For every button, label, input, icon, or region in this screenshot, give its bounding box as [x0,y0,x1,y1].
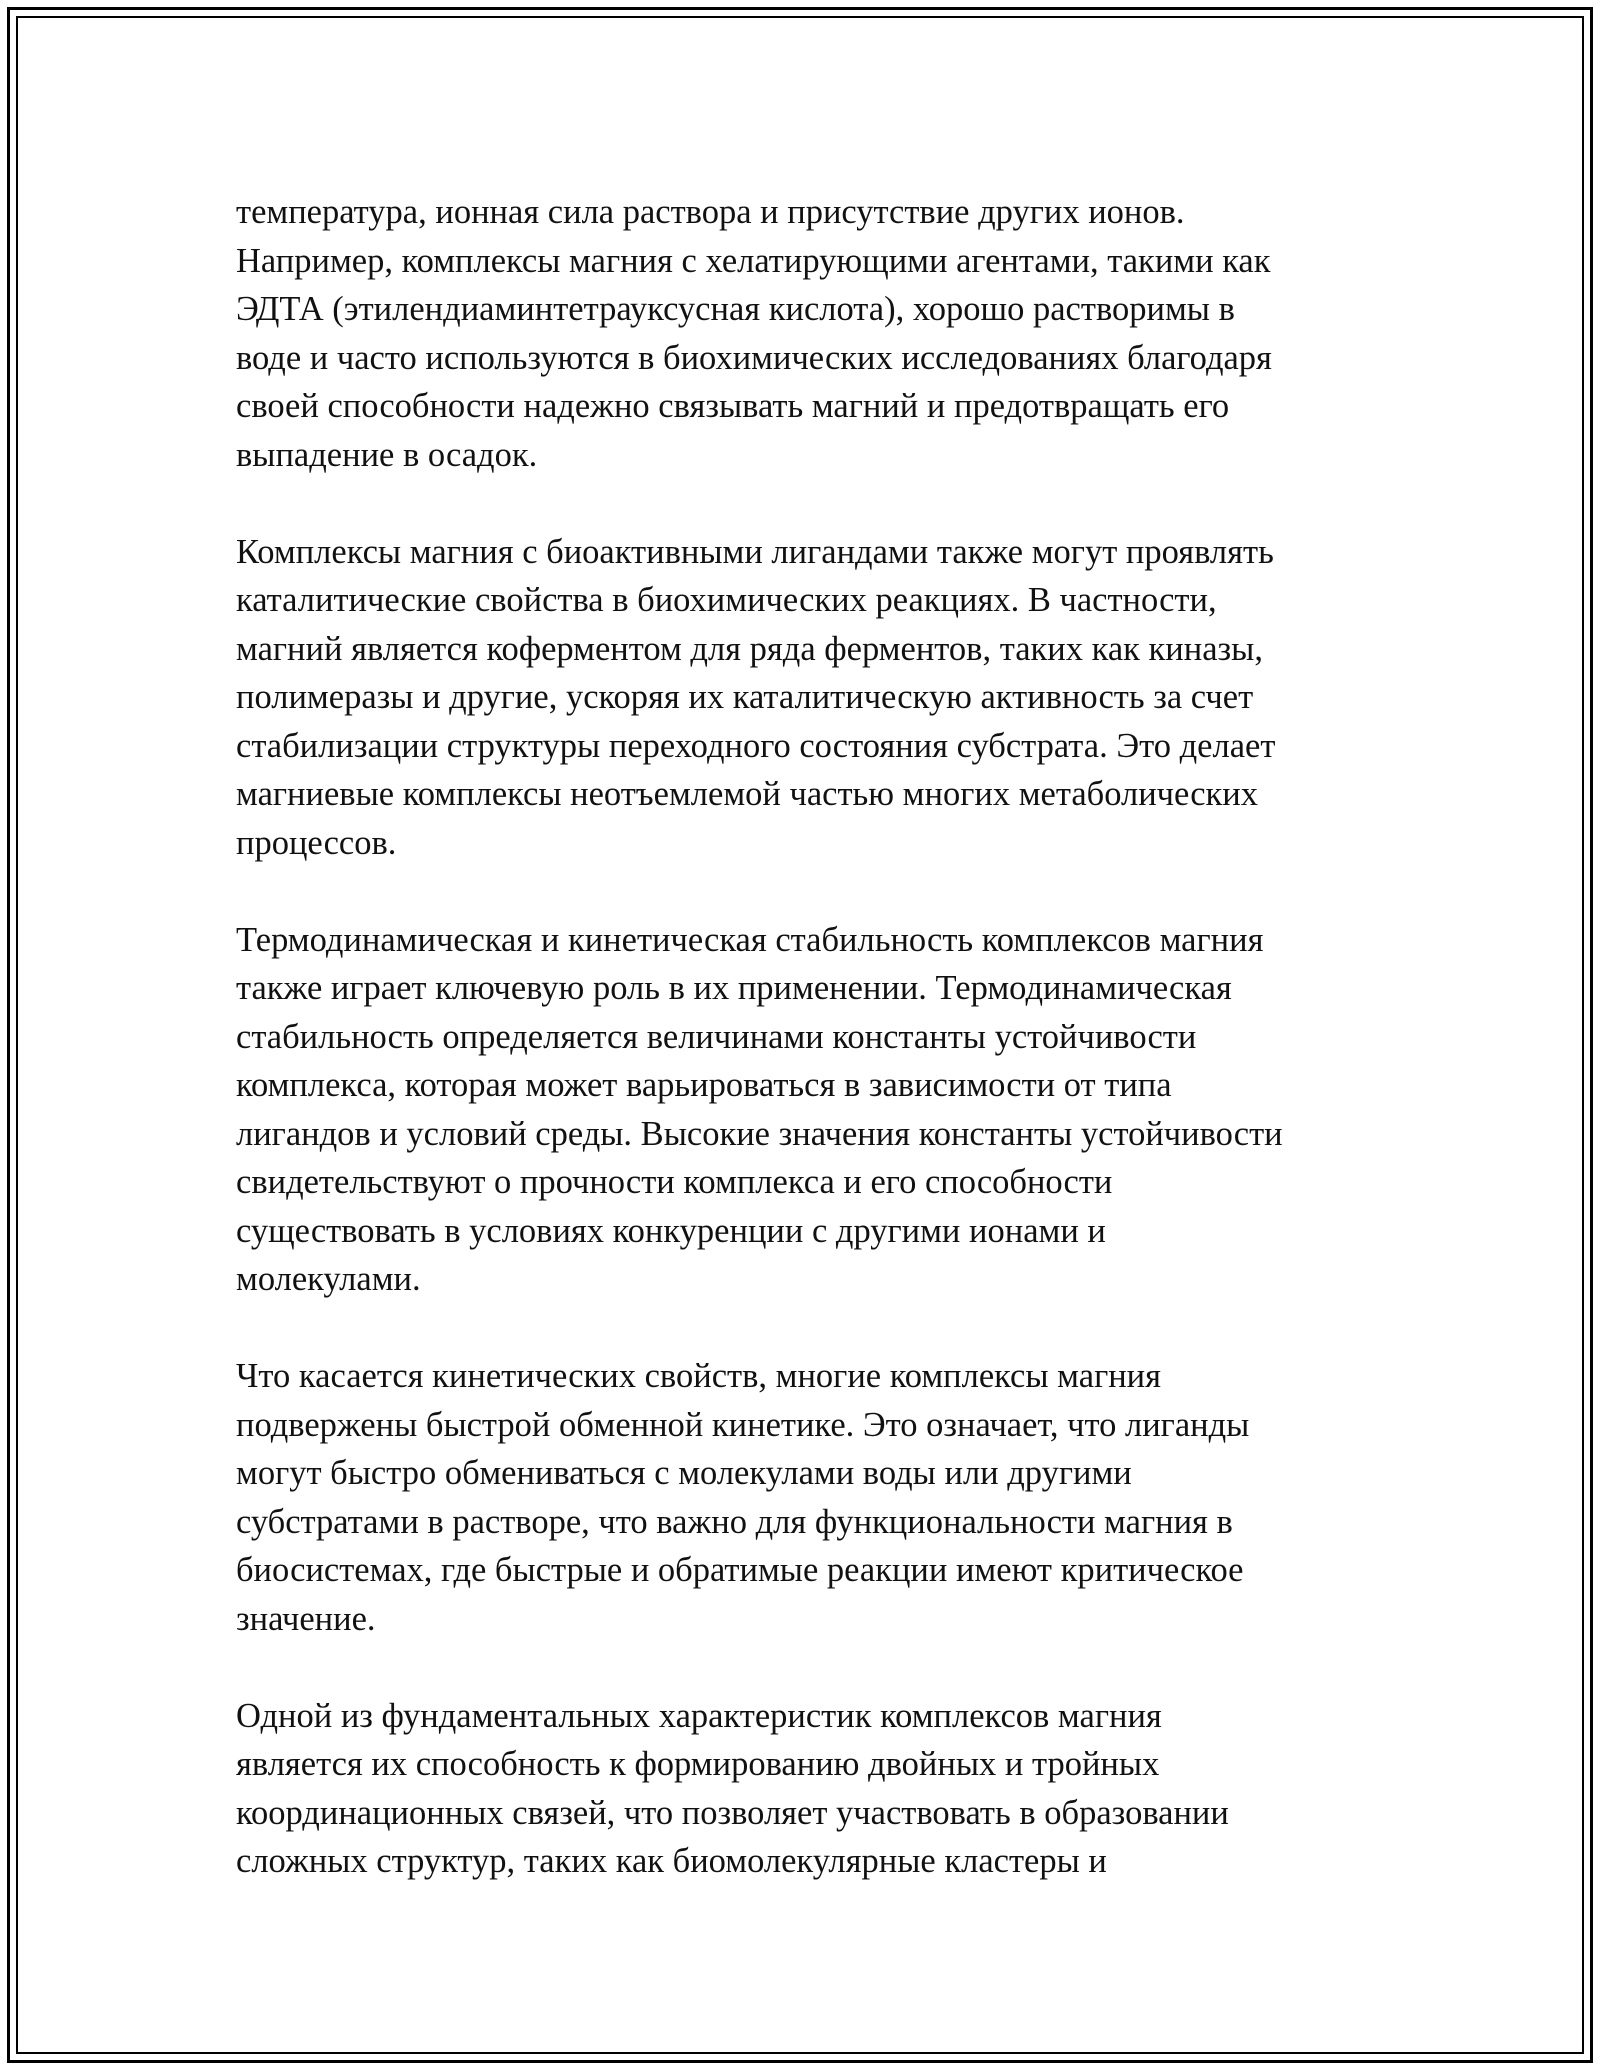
text-line: существовать в условиях конкуренции с другими ионами и [236,1211,1106,1250]
text-line: Одной из фундаментальных характеристик комплексов магния [236,1696,1162,1735]
paragraph-4 [236,1352,1366,1643]
text-line: значение. [236,1599,376,1638]
text-line: подвержены быстрой обменной кинетике. Это означает, что лиганды [236,1405,1250,1444]
text-line: стабилизации структуры переходного состояния субстрата. Это делает [236,726,1276,765]
text-line: свидетельствуют о прочности комплекса и его способности [236,1163,1113,1201]
text-line: выпадение в осадок. [236,435,538,474]
text-line: лигандов и условий среды. Высокие значения константы устойчивости [236,1114,1283,1153]
text-line: биосистемах, где быстрые и обратимые реакции имеют критическое [236,1551,1244,1589]
text-line: Термодинамическая и кинетическая стабильность комплексов магния [236,920,1264,959]
text-line: является их способность к формированию двойных и тройных [236,1745,1160,1783]
document-body [236,188,1366,1934]
text-line: Например, комплексы магния с хелатирующими агентами, такими как [236,241,1271,280]
text-line: своей способности надежно связывать магний и предотвращать его [236,387,1230,425]
text-line: Что касается кинетических свойств, многие комплексы магния [236,1357,1162,1395]
text-line: каталитические свойства в биохимических реакциях. В частности, [236,581,1217,619]
paragraph-2 [236,528,1366,868]
text-line: молекулами. [236,1260,421,1298]
text-line: сложных структур, таких как биомолекулярные кластеры и [236,1842,1107,1880]
text-line: также играет ключевую роль в их применении. Термодинамическая [236,969,1232,1007]
text-line: Комплексы магния с биоактивными лигандами также могут проявлять [236,532,1274,571]
text-line: воде и часто используются в биохимических исследованиях благодаря [236,338,1272,377]
paragraph-5 [236,1692,1366,1886]
text-line: магниевые комплексы неотъемлемой частью многих метаболических [236,775,1258,813]
paragraph-1 [236,188,1366,479]
text-line: могут быстро обмениваться с молекулами воды или другими [236,1454,1132,1492]
text-line: магний является коферментом для ряда ферментов, таких как киназы, [236,629,1263,668]
text-line: полимеразы и другие, ускоряя их каталитическую активность за счет [236,678,1254,716]
text-line: субстратами в растворе, что важно для функциональности магния в [236,1502,1233,1541]
text-line: координационных связей, что позволяет участвовать в образовании [236,1793,1229,1832]
text-line: температура, ионная сила раствора и присутствие других ионов. [236,193,1185,231]
text-line: стабильность определяется величинами константы устойчивости [236,1017,1197,1056]
paragraph-3 [236,916,1366,1304]
text-line: процессов. [236,823,397,862]
text-line: ЭДТА (этилендиаминтетрауксусная кислота), хорошо растворимы в [236,290,1235,328]
text-line: комплекса, которая может варьироваться в зависимости от типа [236,1066,1172,1104]
